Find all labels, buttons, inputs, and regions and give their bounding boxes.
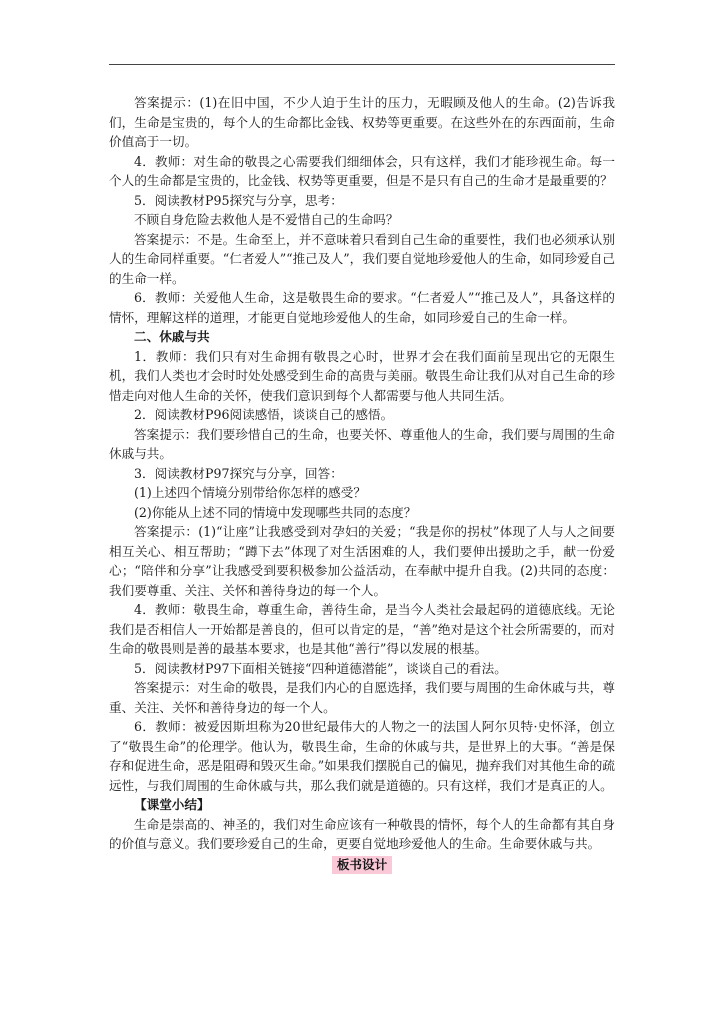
document-body [109, 93, 615, 874]
paragraph: 1．教师：我们只有对生命拥有敬畏之心时，世界才会在我们面前呈现出它的无限生机，我们人类也才会时时处处感受到生命的高贵与美丽。敬畏生命让我们从对自己生命的珍惜走向对他人生命的关怀，使我们意识到每个人都需要与他人共同生活。 [109, 348, 615, 403]
paragraph: 不顾自身危险去救他人是不爱惜自己的生命吗？ [134, 212, 399, 227]
paragraph: 2．阅读教材P96阅读感悟，谈谈自己的感悟。 [134, 407, 394, 422]
board-design-wrap [109, 855, 615, 875]
paragraph: 5．阅读教材P97下面相关链接“四种道德潜能”，谈谈自己的看法。 [134, 660, 507, 676]
board-design-label: 板书设计 [332, 856, 392, 874]
section-heading: 二、休戚与共 [134, 329, 210, 344]
paragraph: 答案提示：我们要珍惜自己的生命，也要关怀、尊重他人的生命，我们要与周围的生命休戚与共。 [109, 426, 615, 461]
header-rule [109, 64, 615, 65]
paragraph: 答案提示：不是。生命至上，并不意味着只看到自己生命的重要性，我们也必须承认别人的生命同样重要。“仁者爱人”“推己及人”，我们要自觉地珍爱他人的生命，如同珍爱自己的生命一样。 [109, 231, 615, 286]
paragraph: 生命是崇高的、神圣的，我们对生命应该有一种敬畏的情怀，每个人的生命都有其自身的价值与意义。我们要珍爱自己的生命，更要自觉地珍爱他人的生命。生命要休戚与共。 [109, 816, 615, 851]
paragraph: 4．教师：敬畏生命，尊重生命，善待生命，是当今人类社会最起码的道德底线。无论我们是否相信人一开始都是善良的，但可以肯定的是，“善”绝对是这个社会所需要的，而对生命的敬畏则是善的最基本要求，也是其他“善行”得以发展的根基。 [109, 602, 615, 656]
paragraph: (1)上述四个情境分别带给你怎样的感受？ [134, 485, 366, 500]
paragraph: (2)你能从上述不同的情境中发现哪些共同的态度？ [134, 504, 417, 520]
paragraph: 6．教师：被爱因斯坦称为20世纪最伟大的人物之一的法国人阿尔贝特·史怀泽，创立了“敬畏生命”的伦理学。他认为，敬畏生命，生命的休戚与共，是世界上的大事。“善是保存和促进生命，恶是阻碍和毁灭生命。”如果我们摆脱自己的偏见，抛弃我们对其他生命的疏远性，与我们周围的生命休戚与共，那么我们就是道德的。只有这样，我们才是真正的人。 [109, 719, 615, 793]
paragraph: 6．教师：关爱他人生命，这是敬畏生命的要求。“仁者爱人”“推己及人”，具备这样的情怀，理解这样的道理，才能更自觉地珍爱他人的生命，如同珍爱自己的生命一样。 [109, 290, 615, 325]
paragraph: 答案提示：对生命的敬畏，是我们内心的自愿选择，我们要与周围的生命休戚与共，尊重、关注、关怀和善待身边的每一个人。 [109, 680, 615, 715]
paragraph: 答案提示：(1)在旧中国，不少人迫于生计的压力，无暇顾及他人的生命。(2)告诉我们，生命是宝贵的，每个人的生命都比金钱、权势等更重要。在这些外在的东西面前，生命价值高于一切。 [109, 95, 615, 149]
paragraph: 4．教师：对生命的敬畏之心需要我们细细体会，只有这样，我们才能珍视生命。每一个人的生命都是宝贵的，比金钱、权势等更重要，但是不是只有自己的生命才是最重要的？ [109, 153, 615, 188]
paragraph: 3．阅读教材P97探究与分享，回答： [134, 465, 343, 481]
paragraph: 5．阅读教材P95探究与分享，思考： [134, 192, 343, 208]
paragraph: 答案提示：(1)“让座”让我感受到对孕妇的关爱；“我是你的拐杖”体现了人与人之间要相互关心、相互帮助；“蹲下去”体现了对生活困难的人，我们要伸出援助之手，献一份爱心；“陪伴和分享”让我感受到要积极参加公益活动，在奉献中提升自我。(2)共同的态度：我们要尊重、关注、关怀和善待身边的每一个人。 [109, 524, 615, 598]
section-heading: 【课堂小结】 [134, 797, 210, 812]
